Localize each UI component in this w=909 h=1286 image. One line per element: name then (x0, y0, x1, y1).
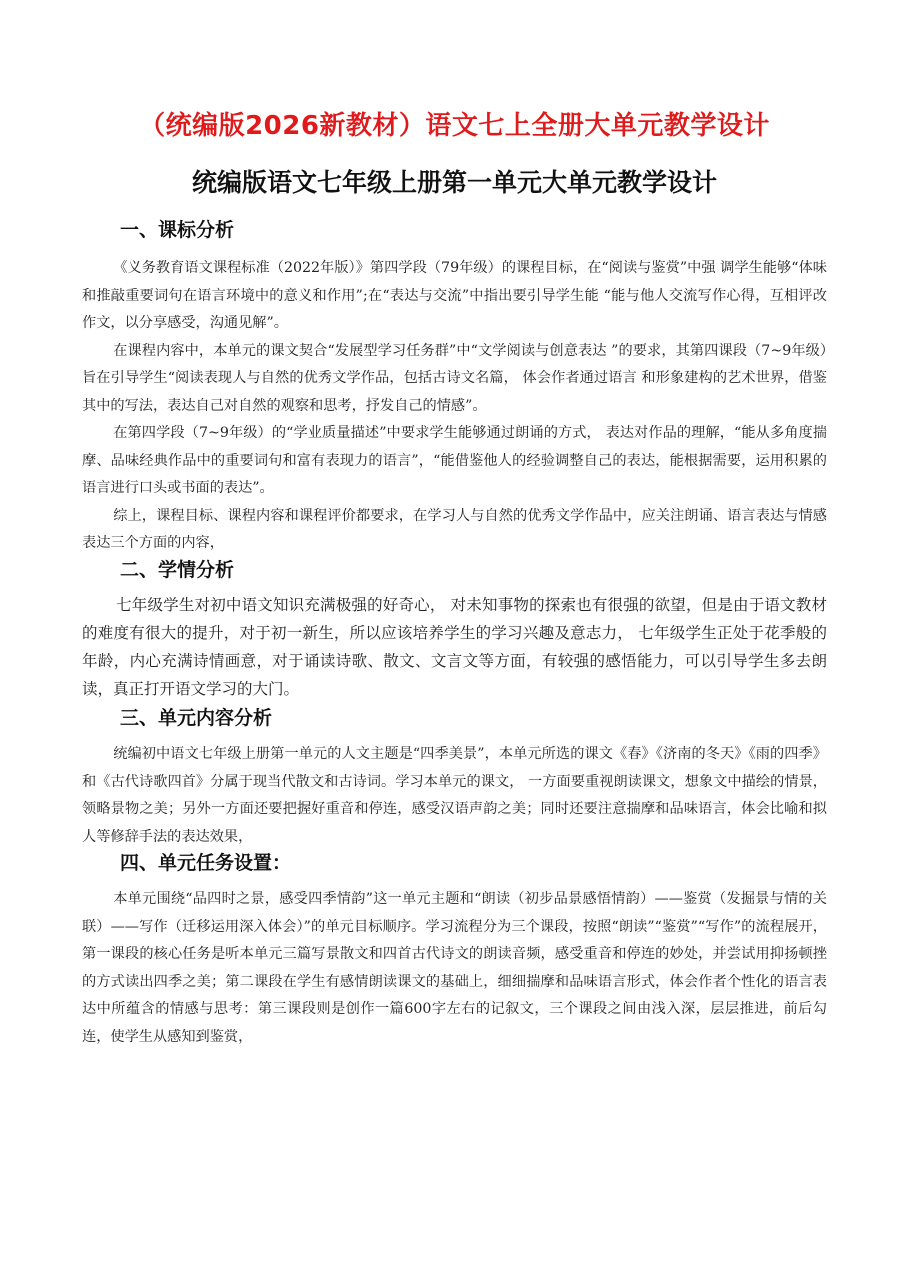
section-heading: 四、单元任务设置： (120, 852, 292, 874)
section-unit-content-analysis (82, 703, 827, 851)
paragraph: 在第四学段（7~9年级）的“学业质量描述”中要求学生能够通过朗诵的方式， 表达对作品的理解，“能从多角度揣摩、品味经典作品中的重要词句和富有表现力的语言”，“能借鉴他人的经验调整自己的表达，能根据需要，运用积累的语言进行口头或书面的表达”。 (82, 425, 827, 496)
document-main-title: （统编版2026新教材）语文七上全册大单元教学设计 (139, 111, 770, 141)
document-sub-title: 统编版语文七年级上册第一单元大单元教学设计 (191, 168, 717, 197)
section-curriculum-analysis (82, 215, 827, 558)
paragraph: 综上，课程目标、课程内容和课程评价都要求，在学习人与自然的优秀文学作品中，应关注朗诵、语言表达与情感表达三个方面的内容， (82, 507, 827, 551)
paragraph: 《义务教育语文课程标准（2022年版）》第四学段（79年级）的课程目标，在“阅读与鉴赏”中强 调学生能够“体味和推敲重要词句在语言环境中的意义和作用”;在“表达与交流”中指出要引导学生能 “能与他人交流写作心得，互相评改作文，以分享感受，沟通见解”。 (82, 260, 827, 331)
paragraph: 本单元围绕“品四时之景，感受四季情韵”这一单元主题和“朗读（初步品景感悟情韵）——鉴赏（发掘景与情的关联）——写作（迁移运用深入体会）”的单元目标顺序。学习流程分为三个课段，按照“朗读”“鉴赏”“写作”的流程展开，第一课段的核心任务是听本单元三篇写景散文和四首古代诗文的朗读音频，感受重音和停连的妙处，并尝试用抑扬顿挫的方式读出四季之美；第二课段在学生有感情朗读课文的基础上，细细揣摩和品味语言形式，体会作者个性化的语言表达中所蕴含的情感与思考：第三课段则是创作一篇600字左右的记叙文，三个课段之间由浅入深，层层推进，前后勾连，使学生从感知到鉴赏， (82, 891, 827, 1045)
section-heading: 一、课标分析 (120, 219, 235, 241)
section-heading: 三、单元内容分析 (120, 707, 273, 729)
paragraph: 七年级学生对初中语文知识充满极强的好奇心， 对未知事物的探索也有很强的欲望，但是由于语文教材的难度有很大的提升，对于初一新生，所以应该培养学生的学习兴趣及意志力， 七年级学生正处于花季般的年龄，内心充满诗情画意，对于诵读诗歌、散文、文言文等方面，有较强的感悟能力，可以引导学生多去朗读，真正打开语文学习的大门。 (82, 596, 827, 698)
section-unit-task-setup (82, 848, 827, 1051)
paragraph: 统编初中语文七年级上册第一单元的人文主题是“四季美景”，本单元所选的课文《春》《济南的冬天》《雨的四季》和《古代诗歌四首》分属于现当代散文和古诗词。学习本单元的课文， 一方面要重视朗读课文，想象文中描绘的情景，领略景物之美；另外一方面还要把握好重音和停连，感受汉语声韵之美；同时还要注意揣摩和品味语言，体会比喻和拟人等修辞手法的表达效果， (82, 746, 827, 845)
section-heading: 二、学情分析 (120, 559, 235, 581)
paragraph: 在课程内容中，本单元的课文契合“发展型学习任务群”中“文学阅读与创意表达 ”的要求，其第四课段（7~9年级）旨在引导学生“阅读表现人与自然的优秀文学作品，包括古诗文名篇， 体会作者通过语言 和形象建构的艺术世界，借鉴其中的写法，表达自己对自然的观察和思考，抒发自己的情感”。 (82, 342, 827, 414)
section-learner-analysis (82, 555, 827, 703)
